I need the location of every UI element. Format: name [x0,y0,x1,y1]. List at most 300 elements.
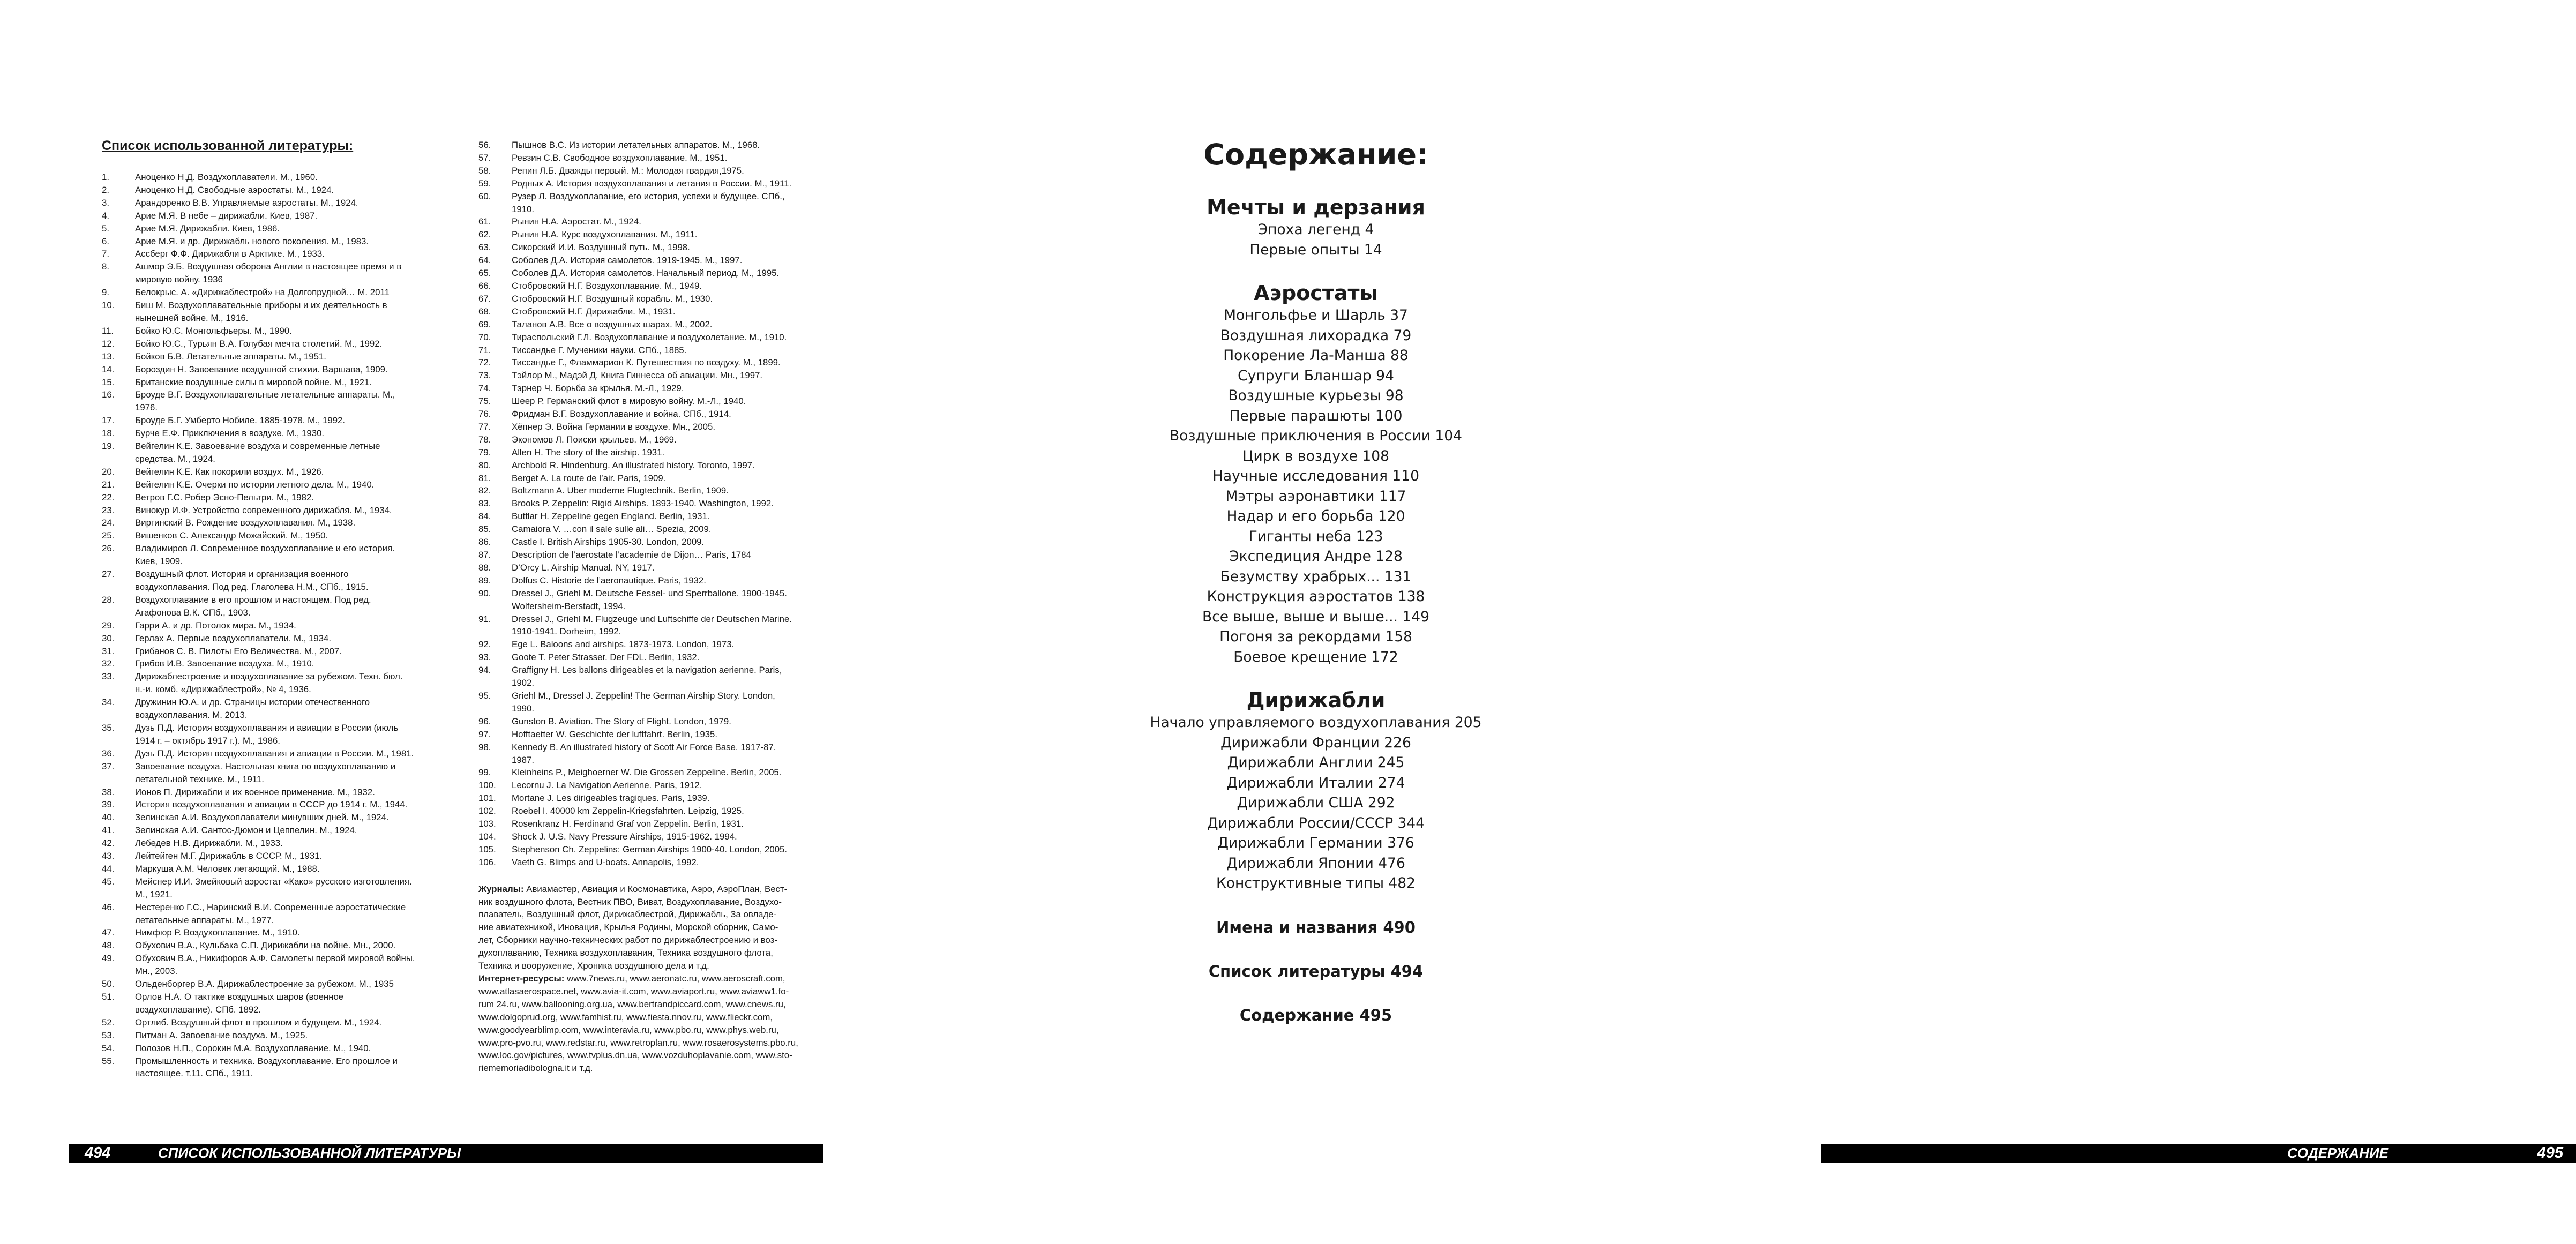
reference-entry [102,1029,477,1042]
reference-entry [102,260,477,286]
reference-entry [478,164,821,177]
reference-number: 19. [102,441,115,452]
reference-text [135,235,477,248]
reference-number: 59. [478,178,491,189]
reference-line: 1990. [512,703,534,714]
reference-number: 77. [478,421,491,432]
reference-text [135,619,477,632]
reference-number: 58. [478,165,491,176]
reference-line: Пышнов В.С. Из истории летательных аппаратов. М., 1968. [512,140,760,150]
toc-entry: Мэтры аэронавтики 117 [1225,488,1406,505]
reference-line: Graffigny H. Les ballons dirigeables et la navigation aerienne. Paris, [512,665,782,676]
reference-text [512,792,821,805]
reference-line: Аноценко Н.Д. Свободные аэростаты. М., 1924. [135,184,334,195]
reference-line: Gunston B. Aviation. The Story of Flight. London, 1979. [512,716,731,726]
reference-line: Dressel J., Griehl M. Deutsche Fessel- und Sperrballone. 1900-1945. [512,588,787,598]
footer-title: СОДЕРЖАНИЕ [2287,1145,2388,1161]
internet-label: Интернет-ресурсы: [478,973,565,984]
reference-entry [102,991,477,1016]
toc-entry: Дирижабли США 292 [1237,795,1395,811]
reference-entry [102,747,477,760]
reference-number: 74. [478,383,491,394]
reference-text [512,536,821,549]
reference-entry [478,254,821,267]
toc-entry: Эпоха легенд 4 [1257,221,1374,238]
text-line: riememoriadibologna.it и т.д. [478,1063,593,1074]
reference-line: Герлах А. Первые воздухоплаватели. М., 1934. [135,633,331,643]
reference-number: 35. [102,722,115,733]
reference-line: летательные аппараты. М., 1977. [135,915,274,925]
reference-line: Стобровский Н.Г. Дирижабли. М., 1931. [512,306,676,317]
reference-number: 25. [102,530,115,541]
reference-text [512,241,821,254]
reference-number: 106. [478,857,496,867]
reference-text [512,446,821,459]
reference-line: Griehl M., Dressel J. Zeppelin! The German Airship Story. London, [512,690,775,701]
reference-text [512,779,821,792]
contents-title: Содержание: [1203,138,1428,171]
reference-line: Дирижаблестроение и воздухоплавание за рубежом. Техн. бюл. [135,671,403,682]
reference-entry [102,414,477,427]
reference-line: Бурче Е.Ф. Приключения в воздухе. М., 1930. [135,428,325,439]
reference-entry [102,427,477,440]
reference-line: средства. М., 1924. [135,453,215,464]
reference-number: 55. [102,1055,115,1066]
reference-line: Description de l’aerostate l’academie de Dijon… Paris, 1784 [512,550,751,560]
reference-number: 43. [102,851,115,861]
bibliography-column-1 [102,171,477,1080]
reference-entry [478,523,821,536]
reference-line: Хёпнер Э. Война Германии в воздухе. Мн., 2005. [512,421,715,432]
toc-extra-entry: Имена и названия 490 [1216,918,1416,936]
reference-text [135,209,477,222]
table-of-contents [877,136,1755,1026]
reference-entry [478,779,821,792]
reference-text [512,843,821,856]
reference-line: Stephenson Ch. Zeppelins: German Airships 1900-40. London, 2005. [512,844,788,855]
reference-entry [102,542,477,568]
reference-entry [478,241,821,254]
reference-number: 10. [102,300,115,311]
reference-text [135,325,477,338]
reference-text [512,421,821,433]
toc-entry: Воздушные приключения в России 104 [1169,428,1463,444]
reference-entry [102,798,477,811]
reference-line: Mortane J. Les dirigeables tragiques. Paris, 1939. [512,793,710,804]
reference-line: воздухоплавание). СПб. 1892. [135,1004,261,1015]
reference-line: Ветров Г.С. Робер Эсно-Пельтри. М., 1982. [135,492,314,503]
reference-line: Стобровский Н.Г. Воздухоплавание. М., 1949. [512,280,702,291]
text-line: Техника и вооружение, Хроника воздушного дела и т.д. [478,961,709,971]
text-line: ние авиатехникой, Иновация, Крылья Родины, Морской сборник, Само- [478,922,778,933]
reference-line: Castle I. British Airships 1905-30. London, 2009. [512,537,705,548]
reference-entry [478,344,821,357]
reference-text [135,388,477,414]
reference-line: Бойко Ю.С., Турьян В.А. Голубая мечта столетий. М., 1992. [135,338,383,349]
reference-text [135,414,477,427]
reference-text [135,811,477,824]
reference-entry [478,293,821,305]
reference-line: Таланов А.В. Все о воздушных шарах. М., 2002. [512,319,713,329]
reference-entry [478,267,821,280]
reference-number: 82. [478,485,491,496]
reference-entry [478,843,821,856]
reference-line: Белокрыс. А. «Дирижаблестрой» на Долгопрудной… М. 2011 [135,287,390,298]
text-line: ник воздушного флота, Вестник ПВО, Виват, Воздухоплавание, Воздухо- [478,896,782,907]
reference-line: летательной технике. М., 1911. [135,774,264,784]
toc-entry: Супруги Бланшар 94 [1238,367,1394,384]
reference-entry [478,792,821,805]
toc-entry: Боевое крещение 172 [1233,648,1398,665]
toc-section-heading: Дирижабли [1246,688,1386,712]
reference-text [512,254,821,267]
reference-entry [478,395,821,408]
reference-line: Питман А. Завоевание воздуха. М., 1925. [135,1030,308,1040]
reference-text [135,350,477,363]
reference-line: История воздухоплавания и авиации в СССР до 1914 г. М., 1944. [135,799,408,810]
reference-entry [102,286,477,299]
reference-number: 12. [102,338,115,349]
reference-entry [102,197,477,209]
reference-line: Аноценко Н.Д. Воздухоплаватели. М., 1960. [135,172,318,182]
reference-line: Дузь П.Д. История воздухоплавания и авиации в России. М., 1981. [135,748,414,759]
reference-line: 1910. [512,204,534,214]
reference-line: Ege L. Baloons and airships. 1873-1973. London, 1973. [512,639,735,650]
reference-line: Владимиров Л. Современное воздухоплавание и его история. [135,543,395,554]
reference-text [512,433,821,446]
reference-line: Hofftaetter W. Geschichte der luftfahrt. Berlin, 1935. [512,729,717,739]
reference-line: Грибов И.В. Завоевание воздуха. М., 1910. [135,658,314,669]
reference-line: Allen H. The story of the airship. 1931. [512,447,665,458]
reference-number: 36. [102,748,115,759]
reference-number: 11. [102,325,114,336]
reference-text [135,722,477,747]
reference-number: 32. [102,658,115,669]
toc-entry: Дирижабли Италии 274 [1226,774,1405,791]
reference-line: Арандоренко В.В. Управляемые аэростаты. М., 1924. [135,197,358,208]
reference-entry [478,215,821,228]
reference-number: 88. [478,562,491,573]
reference-entry [102,811,477,824]
reference-line: Мн., 2003. [135,966,178,977]
reference-number: 33. [102,671,115,682]
reference-text [135,594,477,619]
reference-text [135,760,477,786]
reference-line: Рузер Л. Воздухоплавание, его история, успехи и будущее. СПб., [512,191,785,201]
reference-line: Goote T. Peter Strasser. Der FDL. Berlin, 1932. [512,652,700,663]
toc-extra-entry: Список литературы 494 [1208,962,1424,980]
reference-entry [102,529,477,542]
reference-number: 3. [102,197,109,208]
toc-entry: Экспедиция Андре 128 [1229,548,1403,565]
reference-number: 62. [478,229,491,240]
reference-number: 102. [478,806,496,816]
reference-text [135,632,477,645]
reference-line: Buttlar H. Zeppeline gegen England. Berlin, 1931. [512,511,710,522]
reference-line: Рынин Н.А. Аэростат. М., 1924. [512,216,641,227]
toc-entry: Дирижабли Германии 376 [1217,835,1414,851]
reference-line: Camaiora V. …con il sale sulle ali… Spezia, 2009. [512,524,712,535]
reference-text [512,267,821,280]
reference-line: Dolfus C. Historie de l’aeronautique. Paris, 1932. [512,575,706,586]
reference-entry [102,657,477,670]
reference-text [512,651,821,664]
reference-entry [102,1042,477,1055]
reference-text [512,613,821,639]
reference-text [135,670,477,696]
reference-text [135,529,477,542]
reference-text [135,1016,477,1029]
reference-line: 1910-1941. Dorheim, 1992. [512,626,621,637]
reference-line: Арие М.Я. В небе – дирижабли. Киев, 1987. [135,210,318,221]
reference-number: 49. [102,953,115,964]
reference-line: Зелинская А.И. Воздухоплаватели минувших дней. М., 1924. [135,812,389,823]
reference-line: Маркуша А.М. Человек летающий. М., 1988. [135,863,320,874]
reference-number: 98. [478,741,491,752]
reference-number: 34. [102,697,115,708]
reference-entry [478,382,821,395]
reference-entry [102,632,477,645]
reference-number: 65. [478,268,491,279]
reference-text [512,664,821,690]
text-line: www.7news.ru, www.aeronatc.ru, www.aeroscraft.com, [567,973,785,984]
reference-text [512,574,821,587]
reference-line: Вишенков С. Александр Можайский. М., 1950. [135,530,328,541]
reference-text [512,587,821,613]
reference-number: 99. [478,767,491,778]
reference-line: D’Orcy L. Airship Manual. NY, 1917. [512,562,655,573]
reference-number: 51. [102,992,115,1002]
toc-entry: Гиганты неба 123 [1248,528,1383,545]
reference-line: Бороздин Н. Завоевание воздушной стихии. Варшава, 1909. [135,364,388,374]
reference-line: Обухович В.А., Кульбака С.П. Дирижабли на войне. Мн., 2000. [135,940,396,951]
reference-number: 37. [102,761,115,771]
reference-line: Экономов Л. Поиски крыльев. М., 1969. [512,434,677,445]
reference-line: Vaeth G. Blimps and U-boats. Annapolis, 1992. [512,857,699,867]
reference-number: 70. [478,332,491,342]
reference-text [512,459,821,472]
reference-text [512,139,821,152]
reference-number: 94. [478,665,491,676]
text-line: Авиамастер, Авиация и Космонавтика, Аэро, АэроПлан, Вест- [526,883,788,894]
reference-line: Kennedy B. An illustrated history of Scott Air Force Base. 1917-87. [512,741,776,752]
reference-line: мировую войну. 1936 [135,274,223,285]
reference-line: Грибанов С. В. Пилоты Его Величества. М., 2007. [135,646,342,656]
reference-number: 29. [102,620,115,631]
reference-number: 90. [478,588,491,598]
reference-number: 18. [102,428,115,439]
reference-line: Виргинский В. Рождение воздухоплавания. М., 1938. [135,518,356,528]
footer-bar-left [69,1144,823,1163]
reference-entry [102,516,477,529]
reference-entry [478,856,821,869]
reference-number: 22. [102,492,115,503]
reference-line: Стобровский Н.Г. Воздушный корабль. М., 1930. [512,293,713,304]
reference-number: 8. [102,261,109,272]
reference-text [512,561,821,574]
reference-number: 7. [102,249,109,259]
reference-entry [102,388,477,414]
reference-text [135,786,477,799]
reference-entry [478,280,821,293]
reference-number: 23. [102,505,115,515]
reference-number: 76. [478,409,491,419]
reference-text [512,382,821,395]
reference-number: 60. [478,191,491,201]
reference-text [512,805,821,818]
reference-line: Промышленность и техника. Воздухоплавание. Его прошлое и [135,1055,398,1066]
reference-line: Соболев Д.А. История самолетов. 1919-1945. М., 1997. [512,255,743,266]
reference-text [512,830,821,843]
reference-number: 31. [102,646,115,656]
reference-entry [478,408,821,421]
reference-number: 87. [478,550,491,560]
reference-line: Зелинская А.И. Сантос-Дюмон и Цеппелин. М., 1924. [135,825,357,836]
reference-entry [102,824,477,837]
reference-text [135,427,477,440]
reference-entry [102,171,477,184]
toc-section-heading: Аэростаты [1254,281,1378,305]
reference-entry [102,376,477,389]
reference-number: 13. [102,351,115,362]
reference-line: Shock J. U.S. Navy Pressure Airships, 1915-1962. 1994. [512,831,737,842]
reference-number: 67. [478,293,491,304]
toc-section-heading: Мечты и дерзания [1207,196,1425,219]
reference-line: Lecornu J. La Navigation Aerienne. Paris, 1912. [512,780,702,791]
reference-line: Brooks P. Zeppelin: Rigid Airships. 1893-1940. Washington, 1992. [512,498,774,509]
reference-text [135,504,477,517]
reference-line: Фридман В.Г. Воздухоплавание и война. СПб., 1914. [512,409,731,419]
reference-entry [478,152,821,164]
reference-text [512,690,821,715]
reference-entry [102,645,477,658]
footer-bar-right [1821,1144,2576,1163]
reference-text [512,395,821,408]
reference-line: Berget A. La route de l’air. Paris, 1909. [512,473,666,483]
reference-text [135,952,477,978]
reference-number: 84. [478,511,491,522]
toc-entry: Конструкция аэростатов 138 [1207,588,1425,605]
reference-entry [478,766,821,779]
reference-entry [478,484,821,497]
reference-line: Нимфюр Р. Воздухоплавание. М., 1910. [135,927,300,938]
reference-text [512,856,821,869]
reference-number: 2. [102,184,109,195]
reference-number: 45. [102,876,115,887]
reference-number: 24. [102,518,115,528]
text-line: лет, Сборники научно-технических работ по дирижаблестроению и воз- [478,935,777,946]
reference-entry [478,318,821,331]
reference-number: 91. [478,613,491,624]
reference-number: 47. [102,927,115,938]
reference-number: 97. [478,729,491,739]
reference-line: 1976. [135,402,158,413]
reference-number: 17. [102,415,115,426]
reference-text [512,408,821,421]
reference-text [512,497,821,510]
reference-entry [478,818,821,830]
reference-text [135,491,477,504]
reference-line: Соболев Д.А. История самолетов. Начальный период. М., 1995. [512,268,780,279]
reference-entry [478,830,821,843]
reference-text [135,568,477,594]
reference-number: 95. [478,690,491,701]
reference-text [135,747,477,760]
reference-text [135,299,477,325]
reference-entry [102,209,477,222]
reference-text [512,523,821,536]
reference-entry [102,350,477,363]
reference-number: 100. [478,780,496,791]
reference-entry [102,850,477,863]
reference-line: Тиссандье Г., Фламмарион К. Путешествия по воздуху. М., 1899. [512,357,781,368]
reference-entry [102,939,477,952]
reference-entry [102,478,477,491]
reference-text [135,875,477,901]
reference-line: Тиссандье Г. Мученики науки. СПб., 1885. [512,344,687,355]
reference-entry [478,433,821,446]
text-line: www.loc.gov/pictures, www.tvplus.dn.ua, www.vozduhoplavanie.com, www.sto- [478,1050,792,1061]
reference-line: Тэрнер Ч. Борьба за крылья. М.-Л., 1929. [512,383,684,394]
reference-number: 103. [478,819,496,829]
reference-line: Полозов Н.П., Сорокин М.А. Воздухоплавание. М., 1940. [135,1043,371,1053]
reference-line: Броуде В.Г. Воздухоплавательные летательные аппараты. М., [135,389,395,400]
reference-text [135,901,477,927]
reference-text [512,766,821,779]
reference-number: 72. [478,357,491,368]
reference-text [512,728,821,741]
reference-text [512,305,821,318]
reference-line: Бойко Ю.С. Монгольфьеры. М., 1990. [135,325,292,336]
reference-text [135,978,477,991]
reference-entry [102,466,477,478]
reference-number: 50. [102,979,115,990]
reference-number: 61. [478,216,491,227]
reference-text [512,215,821,228]
text-line: rum 24.ru, www.ballooning.org.ua, www.bertrandpiccard.com, www.cnews.ru, [478,999,786,1009]
reference-line: Арие М.Я. и др. Дирижабль нового поколения. М., 1983. [135,236,369,246]
reference-line: Винокур И.Ф. Устройство современного дирижабля. М., 1934. [135,505,392,515]
reference-number: 92. [478,639,491,650]
reference-text [135,657,477,670]
reference-line: Нестеренко Г.С., Наринский В.И. Современные аэростатические [135,902,406,912]
reference-line: Воздухоплавание в его прошлом и настоящем. Под ред. [135,594,371,605]
reference-line: Roebel I. 40000 km Zeppelin-Kriegsfahrten. Leipzig, 1925. [512,806,744,816]
reference-entry [478,638,821,651]
reference-number: 4. [102,210,109,221]
reference-number: 85. [478,524,491,535]
toc-entry: Первые парашюты 100 [1229,407,1403,424]
reference-number: 40. [102,812,115,823]
reference-text [135,824,477,837]
reference-text [135,516,477,529]
left-page [0,0,877,1244]
reference-entry [102,863,477,875]
reference-number: 56. [478,140,491,150]
reference-line: Воздушный флот. История и организация военного [135,569,349,580]
reference-text [512,741,821,767]
reference-entry [102,978,477,991]
reference-entry [478,369,821,382]
reference-entry [102,670,477,696]
bibliography-title: Список использованной литературы: [102,138,354,153]
reference-text [512,331,821,344]
toc-entry: Конструктивные типы 482 [1216,875,1416,891]
reference-text [135,286,477,299]
reference-line: Гарри А. и др. Потолок мира. М., 1934. [135,620,296,631]
reference-line: Мейснер И.И. Змейковый аэростат «Како» русского изготовления. [135,876,412,887]
reference-line: Агафонова В.К. СПб., 1903. [135,607,251,618]
